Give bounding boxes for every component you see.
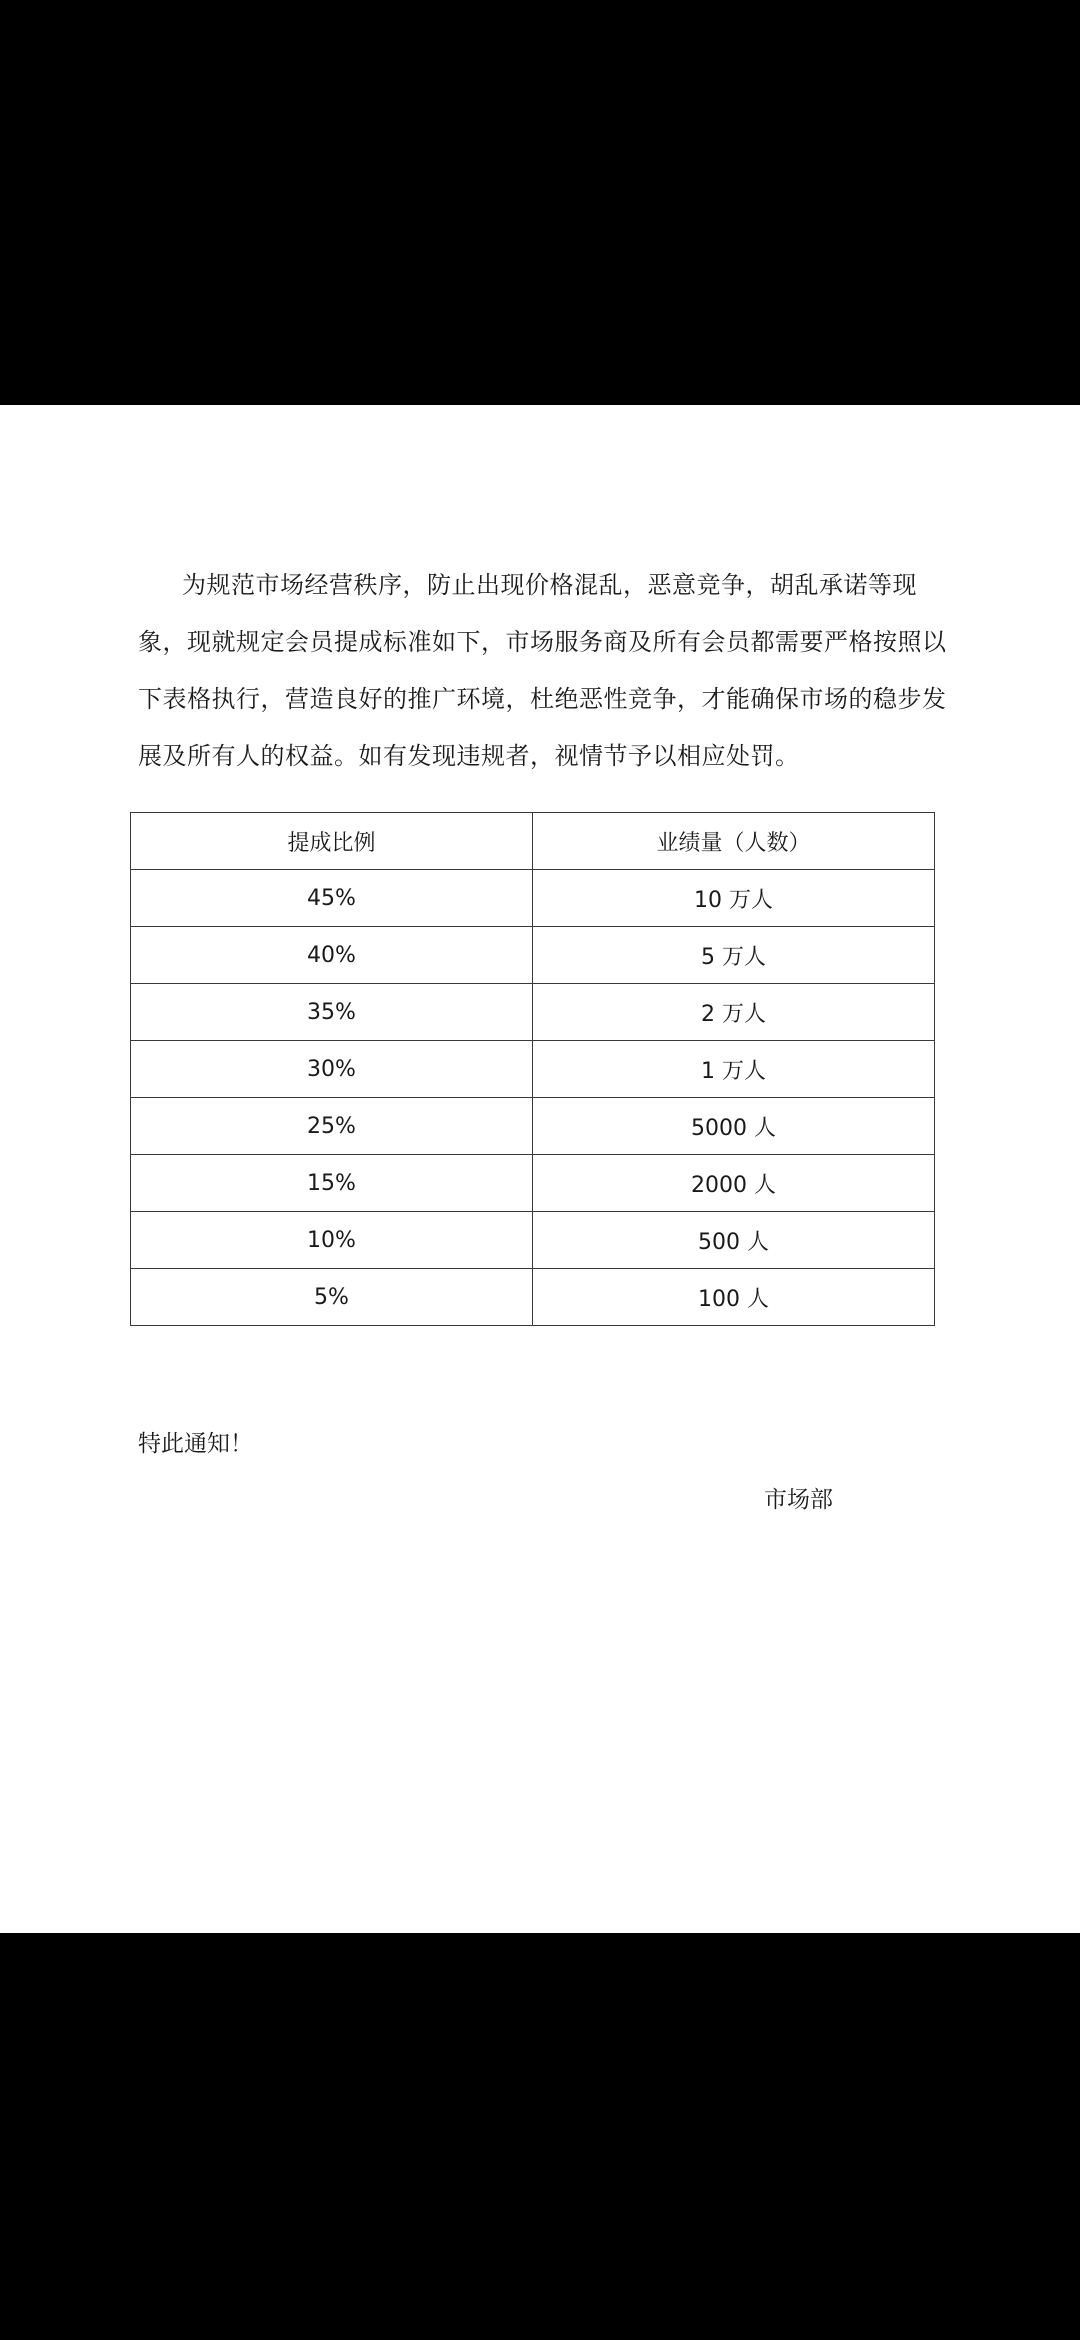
table-row — [131, 1155, 935, 1212]
top-black-band — [0, 0, 1080, 405]
volume-cell: 500 人 — [533, 1212, 935, 1269]
department-signature: 市场部 — [764, 1487, 833, 1513]
table-row — [131, 927, 935, 984]
header-performance: 业绩量（人数） — [533, 813, 935, 870]
volume-cell: 5 万人 — [533, 927, 935, 984]
commission-table — [130, 812, 935, 1326]
rate-cell: 10% — [131, 1212, 533, 1269]
paragraph-text: 为规范市场经营秩序，防止出现价格混乱，恶意竞争，胡乱承诺等现象，现就规定会员提成标准如下，市场服务商及所有会员都需要严格按照以下表格执行，营造良好的推广环境，杜绝恶性竞争，才能确保市场的稳步发展及所有人的权益。如有发现违规者，视情节予以相应处罚。 — [138, 571, 947, 770]
rate-cell: 25% — [131, 1098, 533, 1155]
header-commission-rate: 提成比例 — [131, 813, 533, 870]
table-row — [131, 870, 935, 927]
closing-notice: 特此通知！ — [138, 1431, 253, 1457]
volume-cell: 5000 人 — [533, 1098, 935, 1155]
volume-cell: 2 万人 — [533, 984, 935, 1041]
table-row — [131, 984, 935, 1041]
document-page — [0, 405, 1080, 1933]
table-header-row — [131, 813, 935, 870]
table-row — [131, 1098, 935, 1155]
rate-cell: 5% — [131, 1269, 533, 1326]
volume-cell: 2000 人 — [533, 1155, 935, 1212]
volume-cell: 1 万人 — [533, 1041, 935, 1098]
table-row — [131, 1041, 935, 1098]
rate-cell: 40% — [131, 927, 533, 984]
rate-cell: 35% — [131, 984, 533, 1041]
volume-cell: 10 万人 — [533, 870, 935, 927]
table-row — [131, 1212, 935, 1269]
announcement-paragraph — [138, 557, 953, 785]
table-row — [131, 1269, 935, 1326]
rate-cell: 15% — [131, 1155, 533, 1212]
rate-cell: 30% — [131, 1041, 533, 1098]
rate-cell: 45% — [131, 870, 533, 927]
volume-cell: 100 人 — [533, 1269, 935, 1326]
bottom-black-band — [0, 1933, 1080, 2340]
